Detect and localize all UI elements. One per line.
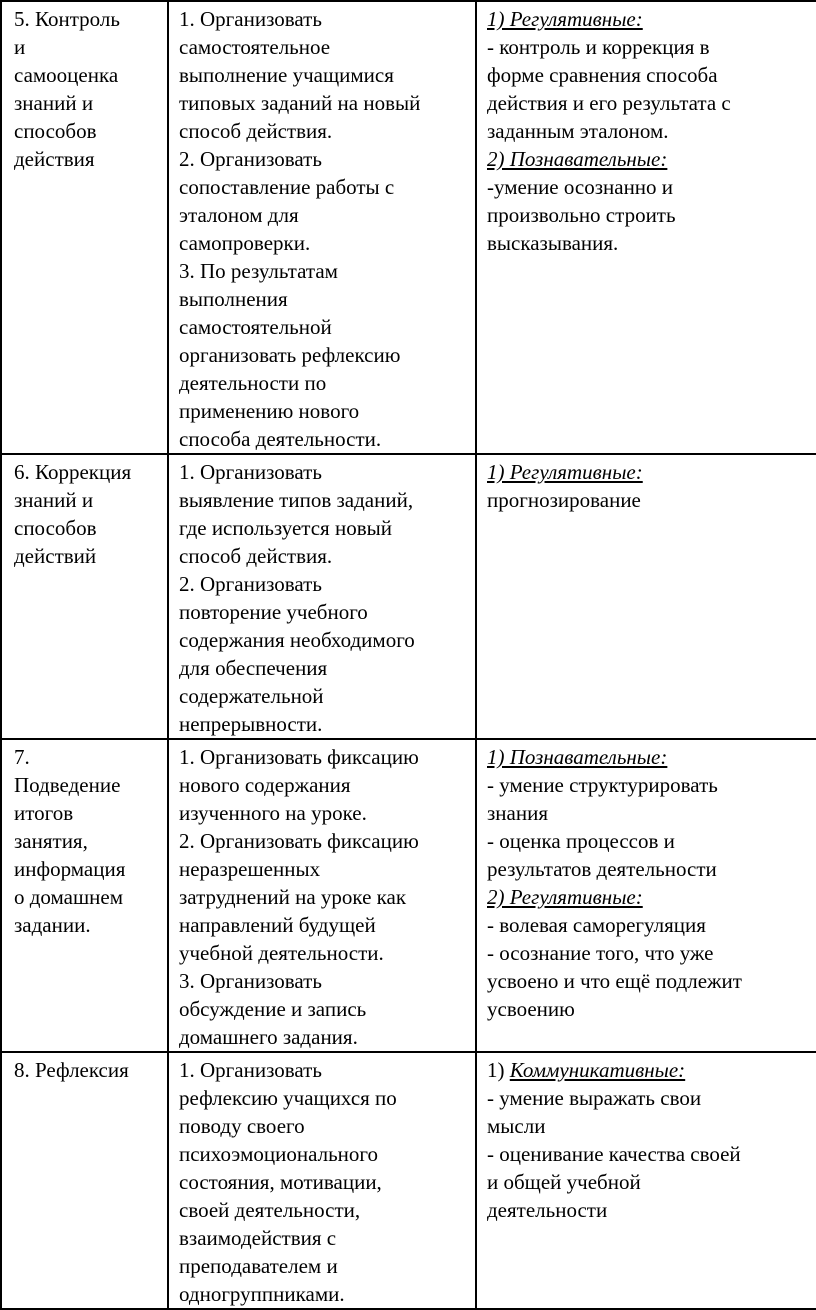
- stage-text-line: о домашнем: [14, 885, 124, 909]
- table-row: [1, 454, 816, 739]
- uud-text-line: деятельности: [487, 1198, 608, 1222]
- activity-text-line: 2. Организовать: [179, 147, 322, 171]
- activity-text-line: где используется новый: [179, 516, 392, 540]
- uud-text-line: мысли: [487, 1114, 546, 1138]
- uud-text-line: действия и его результата с: [487, 91, 731, 115]
- activity-text-line: своей деятельности,: [179, 1198, 361, 1222]
- activity-text-line: 2. Организовать: [179, 572, 322, 596]
- activity-text-line: 3. По результатам: [179, 259, 338, 283]
- activity-text-line: выполнение учащимися: [179, 63, 394, 87]
- stage-text-line: задании.: [14, 913, 91, 937]
- activity-text-line: выполнения: [179, 287, 288, 311]
- activity-text-line: нового содержания: [179, 773, 351, 797]
- activity-text-line: способ действия.: [179, 544, 333, 568]
- activity-text-line: затруднений на уроке как: [179, 885, 407, 909]
- uud-category-heading: 2) Познавательные:: [487, 147, 668, 171]
- uud-category-heading: 1) Регулятивные:: [487, 7, 643, 31]
- activity-text-line: самостоятельной: [179, 315, 332, 339]
- stage-text-line: и: [14, 35, 26, 59]
- activity-text-line: 2. Организовать фиксацию: [179, 829, 419, 853]
- stage-text-line: действия: [14, 147, 95, 171]
- stage-text-line: знаний и: [14, 91, 94, 115]
- uud-text-line: - осознание того, что уже: [487, 941, 714, 965]
- uud-text-line: - волевая саморегуляция: [487, 913, 706, 937]
- stage-text-line: знаний и: [14, 488, 94, 512]
- activity-text-line: рефлексию учащихся по: [179, 1086, 397, 1110]
- activity-text-line: деятельности по: [179, 371, 327, 395]
- activities-cell: [168, 1052, 476, 1309]
- activity-text-line: выявление типов заданий,: [179, 488, 414, 512]
- stage-text-line: информация: [14, 857, 126, 881]
- stage-text-line: Подведение: [14, 773, 121, 797]
- activity-text-line: 1. Организовать фиксацию: [179, 745, 419, 769]
- uud-cell: [476, 1052, 816, 1309]
- uud-category-heading: [487, 1056, 811, 1084]
- activity-text-line: поводу своего: [179, 1114, 305, 1138]
- stage-text-line: самооценка: [14, 63, 119, 87]
- activity-text-line: 1. Организовать: [179, 1058, 322, 1082]
- activity-text-line: психоэмоционального: [179, 1142, 378, 1166]
- activity-text-line: самостоятельное: [179, 35, 331, 59]
- activity-text-line: повторение учебного: [179, 600, 368, 624]
- uud-cell: [476, 454, 816, 739]
- table-row: [1, 1, 816, 454]
- activity-text-line: способа деятельности.: [179, 427, 382, 451]
- stage-cell: [1, 739, 168, 1052]
- table-row: [1, 1052, 816, 1309]
- activity-text-line: преподавателем и: [179, 1254, 338, 1278]
- activity-text-line: организовать рефлексию: [179, 343, 401, 367]
- uud-text-line: произвольно строить: [487, 203, 676, 227]
- activity-text-line: 3. Организовать: [179, 969, 322, 993]
- uud-cell: [476, 1, 816, 454]
- activity-text-line: непрерывности.: [179, 712, 323, 736]
- table-body: [1, 1, 816, 1309]
- activities-cell: [168, 454, 476, 739]
- uud-text-line: усвоено и что ещё подлежит: [487, 969, 742, 993]
- uud-heading-label: Коммуникативные:: [509, 1058, 686, 1082]
- activity-text-line: 1. Организовать: [179, 7, 322, 31]
- activity-text-line: эталоном для: [179, 203, 299, 227]
- uud-text-line: - оценивание качества своей: [487, 1142, 741, 1166]
- stage-text-line: способов: [14, 516, 97, 540]
- activity-text-line: домашнего задания.: [179, 1025, 358, 1049]
- activity-text-line: состояния, мотивации,: [179, 1170, 382, 1194]
- stage-text-line: действий: [14, 544, 97, 568]
- activity-text-line: самопроверки.: [179, 231, 311, 255]
- activity-text-line: содержательной: [179, 684, 324, 708]
- uud-category-heading: 1) Познавательные:: [487, 745, 668, 769]
- activity-text-line: 1. Организовать: [179, 460, 322, 484]
- uud-heading-number: 1): [487, 1058, 510, 1082]
- activity-text-line: направлений будущей: [179, 913, 376, 937]
- uud-text-line: прогнозирование: [487, 488, 641, 512]
- uud-text-line: знания: [487, 801, 548, 825]
- stage-text-line: 6. Коррекция: [14, 460, 132, 484]
- uud-text-line: форме сравнения способа: [487, 63, 718, 87]
- uud-text-line: усвоению: [487, 997, 575, 1021]
- activity-text-line: взаимодействия с: [179, 1226, 337, 1250]
- uud-text-line: заданным эталоном.: [487, 119, 669, 143]
- activity-text-line: содержания необходимого: [179, 628, 415, 652]
- uud-text-line: результатов деятельности: [487, 857, 717, 881]
- stage-cell: [1, 454, 168, 739]
- uud-category-heading: 2) Регулятивные:: [487, 885, 643, 909]
- uud-text-line: - оценка процессов и: [487, 829, 675, 853]
- uud-text-line: - умение структурировать: [487, 773, 718, 797]
- stage-text-line: 5. Контроль: [14, 7, 120, 31]
- activity-text-line: обсуждение и запись: [179, 997, 367, 1021]
- activity-text-line: сопоставление работы с: [179, 175, 395, 199]
- uud-text-line: высказывания.: [487, 231, 619, 255]
- activity-text-line: способ действия.: [179, 119, 333, 143]
- uud-text-line: - контроль и коррекция в: [487, 35, 710, 59]
- uud-text-line: -умение осознанно и: [487, 175, 674, 199]
- stage-text-line: итогов: [14, 801, 74, 825]
- uud-category-heading: 1) Регулятивные:: [487, 460, 643, 484]
- stage-cell: [1, 1052, 168, 1309]
- stage-text-line: 7.: [14, 745, 30, 769]
- activity-text-line: применению нового: [179, 399, 360, 423]
- uud-text-line: и общей учебной: [487, 1170, 641, 1194]
- activity-text-line: типовых заданий на новый: [179, 91, 421, 115]
- table-row: [1, 739, 816, 1052]
- activity-text-line: одногруппниками.: [179, 1282, 345, 1306]
- activity-text-line: для обеспечения: [179, 656, 328, 680]
- activity-text-line: учебной деятельности.: [179, 941, 384, 965]
- uud-cell: [476, 739, 816, 1052]
- stage-text-line: способов: [14, 119, 97, 143]
- activity-text-line: изученного на уроке.: [179, 801, 367, 825]
- activity-text-line: неразрешенных: [179, 857, 321, 881]
- uud-text-line: - умение выражать свои: [487, 1086, 702, 1110]
- stage-cell: [1, 1, 168, 454]
- activities-cell: [168, 739, 476, 1052]
- stage-text-line: занятия,: [14, 829, 88, 853]
- stage-text-line: 8. Рефлексия: [14, 1058, 129, 1082]
- activities-cell: [168, 1, 476, 454]
